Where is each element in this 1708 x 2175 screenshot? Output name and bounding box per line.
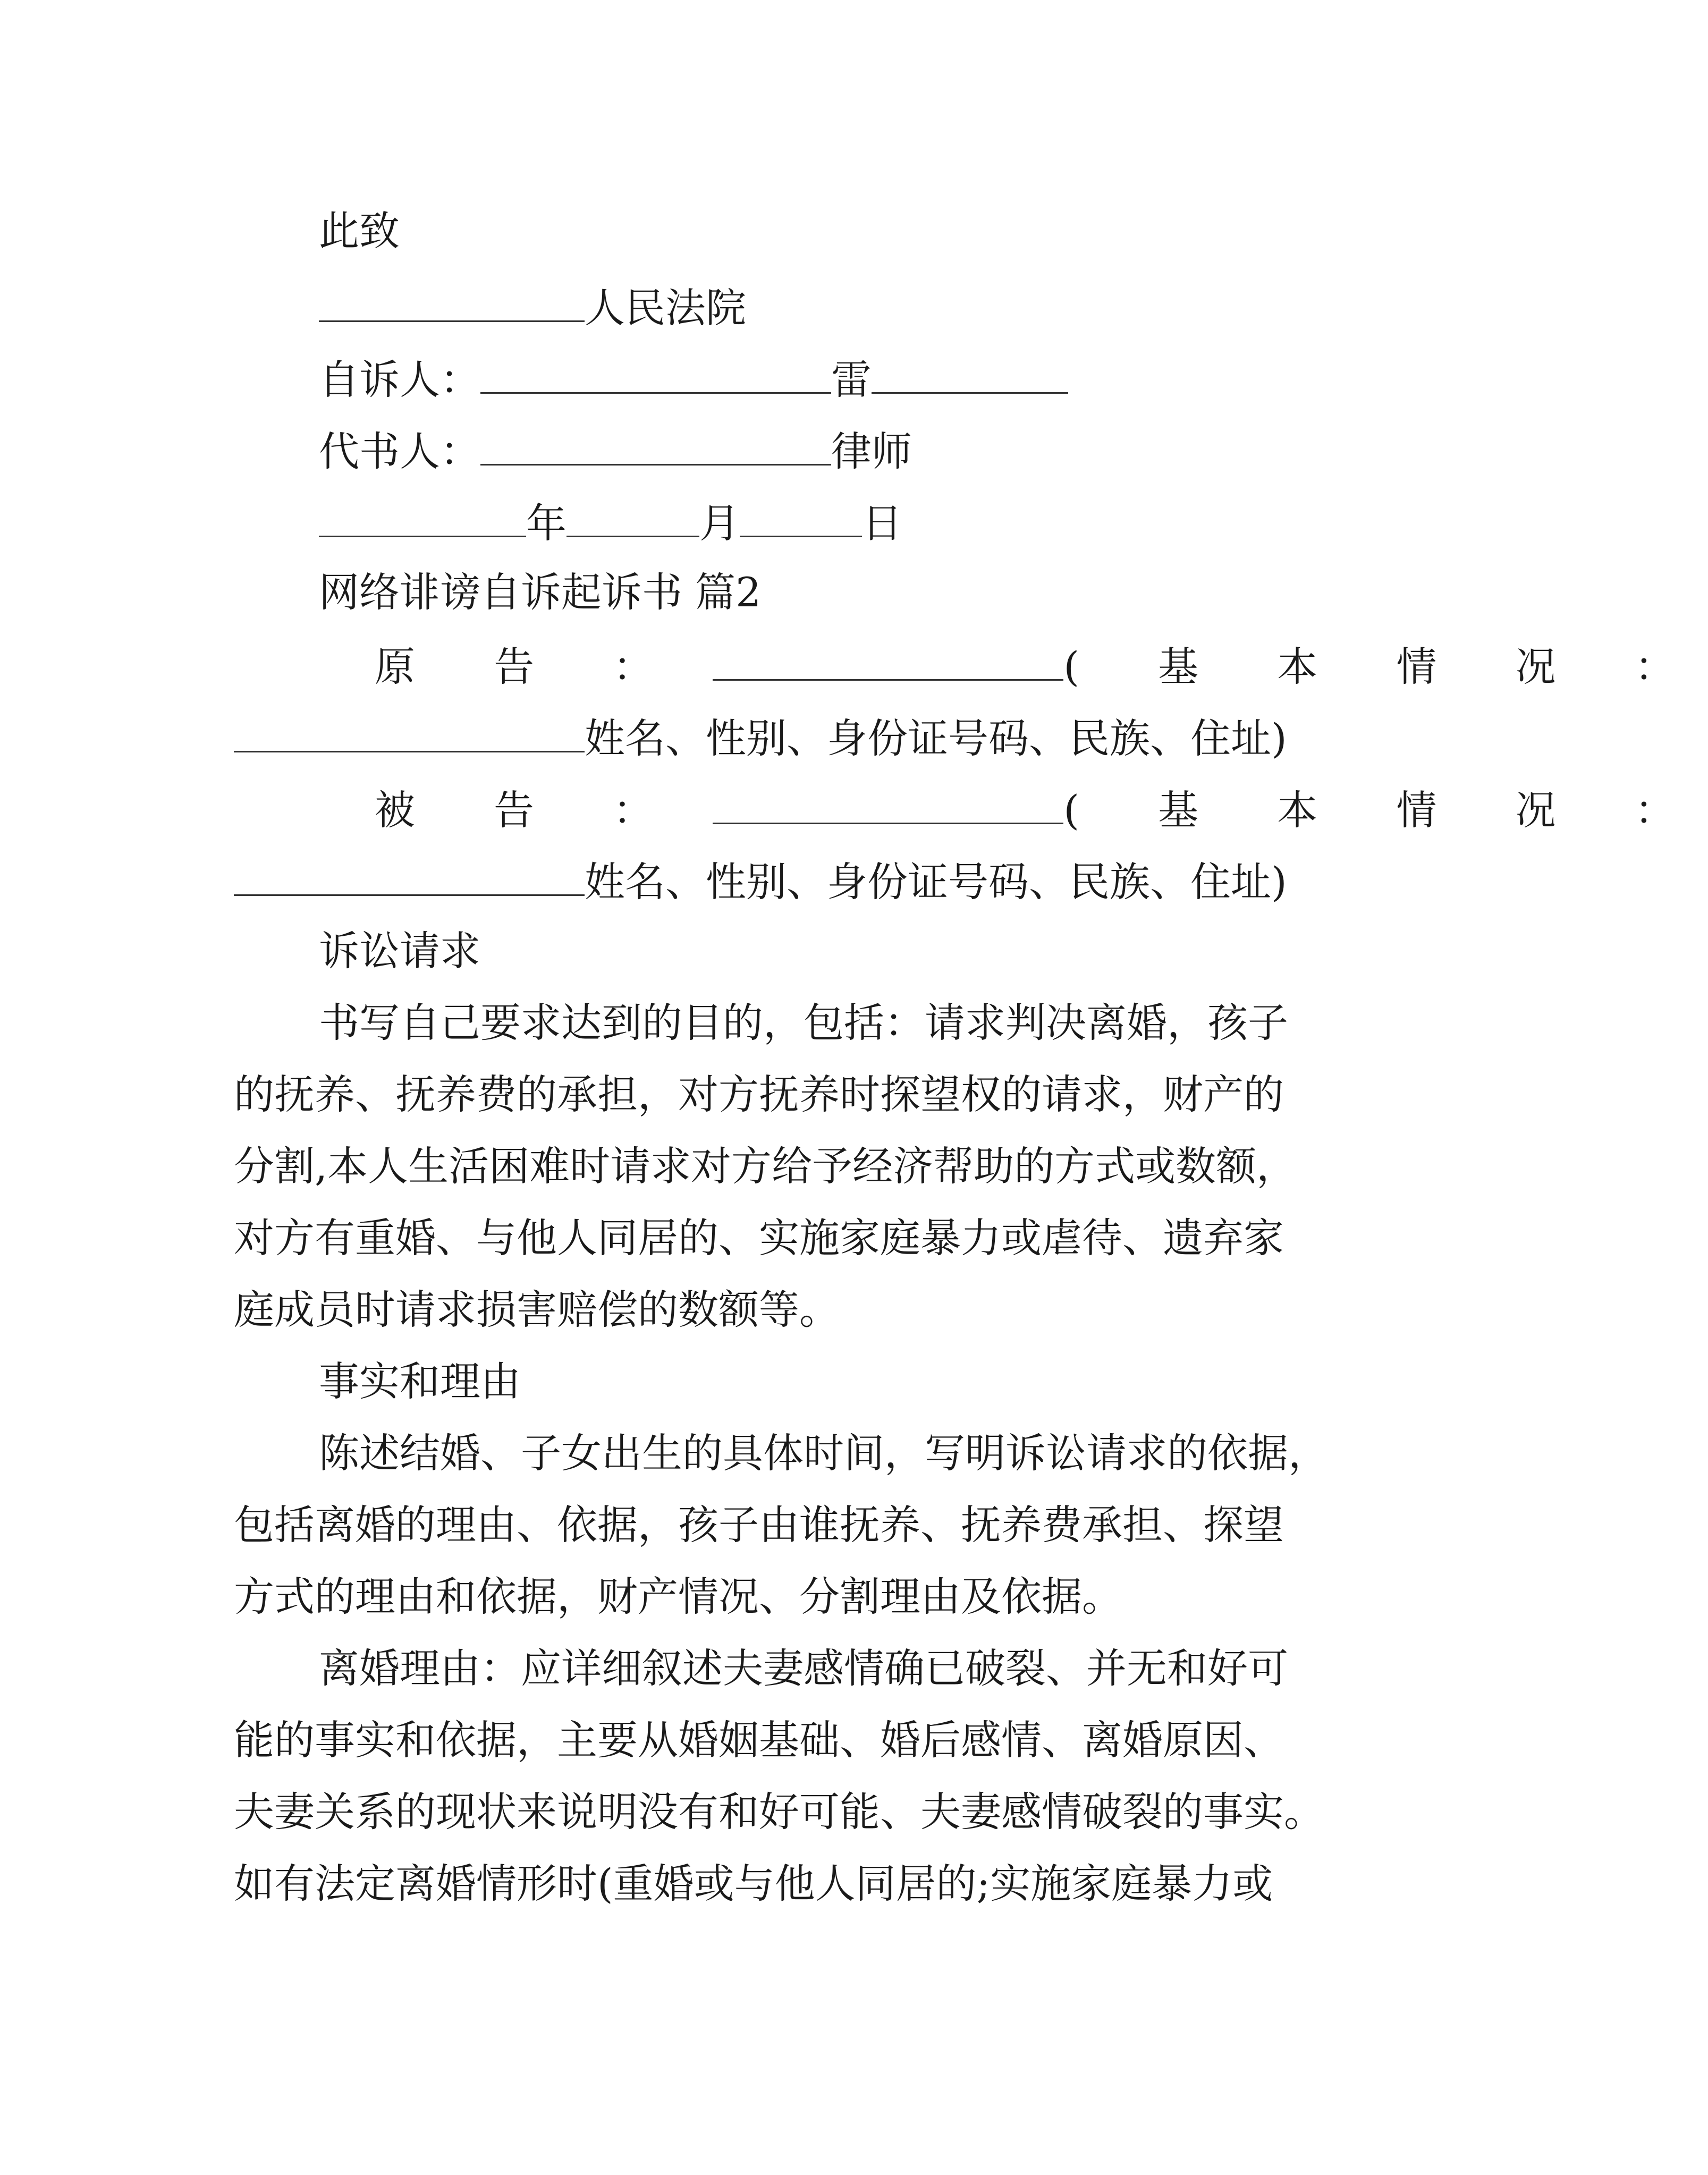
plaintiff-surname: 雷 xyxy=(831,356,872,403)
defendant-basic-info: ( 基 本 情 况 ： xyxy=(1063,786,1708,834)
plaintiff-signature-label: 自诉人： xyxy=(319,356,480,403)
agent-blank xyxy=(480,422,831,466)
court-label: 人民法院 xyxy=(585,284,746,332)
divorce-reason-line: 离婚理由：应详细叙述夫妻感情确已破裂、并无和好可 xyxy=(319,1645,1288,1692)
claims-line: 庭成员时请求损害赔偿的数额等。 xyxy=(234,1286,840,1333)
defendant-detail-blank xyxy=(234,853,585,896)
court-blank xyxy=(319,279,585,322)
facts-line: 包括离婚的理由、依据，孩子由谁抚养、抚养费承担、探望 xyxy=(234,1501,1284,1548)
year-label: 年 xyxy=(526,500,566,547)
agent-title: 律师 xyxy=(831,428,912,475)
defendant-detail-text: 姓名、性别、身份证号码、民族、住址) xyxy=(585,858,1287,905)
date-line xyxy=(319,494,902,550)
plaintiff-row xyxy=(375,638,1708,693)
divorce-reason-line: 能的事实和依据，主要从婚姻基础、婚后感情、离婚原因、 xyxy=(234,1716,1284,1764)
salutation: 此致 xyxy=(319,207,400,255)
agent-label: 代书人： xyxy=(319,428,480,475)
divorce-reason-line: 夫妻关系的现状来说明没有和好可能、夫妻感情破裂的事实。 xyxy=(234,1788,1324,1835)
defendant-detail-row xyxy=(234,853,1287,909)
plaintiff-detail-text: 姓名、性别、身份证号码、民族、住址) xyxy=(585,715,1287,762)
claims-line: 分割,本人生活困难时请求对方给予经济帮助的方式或数额， xyxy=(234,1142,1297,1190)
day-blank xyxy=(740,494,862,537)
court-line xyxy=(319,279,746,335)
plaintiff-signature-blank-2 xyxy=(872,351,1068,394)
divorce-reason-line: 如有法定离婚情形时(重婚或与他人同居的;实施家庭暴力或 xyxy=(234,1860,1273,1907)
claims-heading: 诉讼请求 xyxy=(319,927,480,975)
claims-line: 对方有重婚、与他人同居的、实施家庭暴力或虐待、遗弃家 xyxy=(234,1214,1284,1262)
defendant-name-blank xyxy=(713,781,1063,824)
month-label: 月 xyxy=(699,500,740,547)
facts-heading: 事实和理由 xyxy=(319,1358,521,1405)
section-heading: 网络诽谤自诉起诉书 篇2 xyxy=(319,569,762,616)
plaintiff-label: 原 告 ： xyxy=(375,643,687,690)
plaintiff-detail-row xyxy=(234,709,1287,765)
agent-line xyxy=(319,422,912,478)
plaintiff-signature-blank xyxy=(480,351,831,394)
plaintiff-signature-line xyxy=(319,351,1068,407)
plaintiff-basic-info: ( 基 本 情 况 ： xyxy=(1063,643,1708,690)
year-blank xyxy=(319,494,526,537)
facts-line: 方式的理由和依据，财产情况、分割理由及依据。 xyxy=(234,1573,1122,1620)
plaintiff-name-blank xyxy=(713,638,1063,681)
defendant-label: 被 告 ： xyxy=(375,786,687,834)
claims-line: 的抚养、抚养费的承担，对方抚养时探望权的请求，财产的 xyxy=(234,1071,1284,1118)
day-label: 日 xyxy=(862,500,902,547)
month-blank xyxy=(566,494,699,537)
plaintiff-detail-blank xyxy=(234,709,585,752)
claims-line: 书写自己要求达到的目的，包括：请求判决离婚，孩子 xyxy=(319,999,1288,1046)
facts-line: 陈述结婚、子女出生的具体时间，写明诉讼请求的依据， xyxy=(319,1429,1329,1477)
defendant-row xyxy=(375,781,1708,837)
